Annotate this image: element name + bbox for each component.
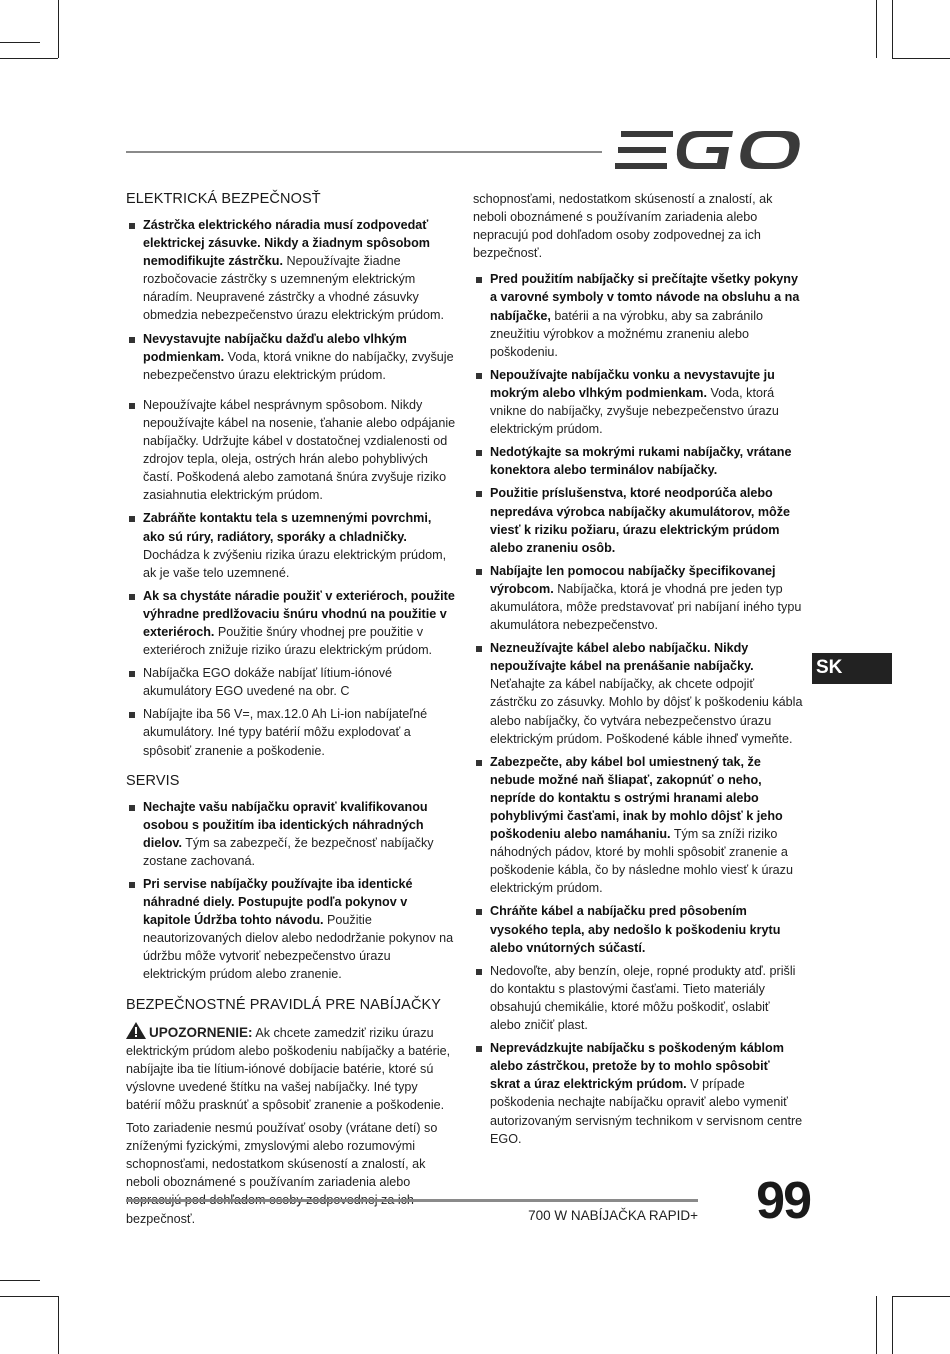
list-item (126, 587, 456, 659)
bold-lead: Nedotýkajte sa mokrými rukami nabíjačky, vrátane konektora alebo terminálov nabíjačky. (490, 445, 792, 478)
left-column (126, 190, 456, 1226)
ego-logo (615, 126, 800, 174)
note-paragraph (126, 1119, 456, 1226)
crop-mark (0, 1296, 58, 1297)
list-item (126, 875, 456, 984)
electrical-safety-list (126, 216, 456, 760)
bold-lead: Zástrčka elektrického náradia musí zodpovedať elektrickej zásuvke. Nikdy a žiadnym spôsobom nemodifikujte zástrčku. (143, 218, 430, 269)
language-tab (812, 653, 892, 684)
item-text: Použitie šnúry vhodnej pre použitie v exteriéroch znižuje riziko úrazu elektrickým prúdom. (143, 624, 433, 658)
warning-text: Ak chcete zamedziť riziku úrazu elektrickým prúdom alebo poškodeniu nabíjačky a batérie, nabíjajte iba tie lítium-iónové dobíjacie batérie, ktoré sú výslovne uvedené štítku na vašej nabíjačky. Iné typy batérií môžu prasknúť a spôsobiť zranenie a poškodenie. (126, 1025, 451, 1112)
list-item (126, 664, 456, 700)
bold-lead: Použitie príslušenstva, ktoré neodporúča alebo nepredáva výrobca nabíjačky akumulátorov, môže viesť k riziku požiaru, úrazu elektrickým prúdom alebo zraneniu osôb. (490, 486, 791, 555)
warning-label: UPOZORNENIE: (149, 1024, 253, 1040)
crop-mark (892, 0, 893, 58)
header-rule (126, 151, 602, 153)
section-heading-service: SERVIS (126, 772, 180, 789)
bold-lead: Ak sa chystáte náradie použiť v exteriéroch, použite výhradne predlžovaciu šnúru vhodnú na použitie v exteriéroch. (143, 588, 455, 639)
right-column (473, 190, 803, 1153)
warning-triangle-icon (126, 1022, 146, 1039)
item-text: Nabíjačka EGO dokáže nabíjať lítium-iónové akumulátory EGO uvedené na obr. C (143, 666, 393, 699)
crop-mark (0, 1280, 40, 1281)
item-text: Použitie neautorizovaných dielov alebo nedodržanie pokynov na údržbu môže vytvoriť nebezpečenstvo úrazu elektrickým prúdom alebo zranenie. (143, 913, 454, 982)
bold-lead: Nabíjajte len pomocou nabíjačky špecifikovanej výrobcom. (490, 563, 776, 596)
section-heading-electrical-safety: ELEKTRICKÁ BEZPEČNOSŤ (126, 191, 321, 207)
footer-rule (126, 1199, 698, 1202)
list-item (473, 562, 803, 634)
language-tab-label: SK (816, 657, 843, 678)
item-text: Tým sa zníži riziko náhodných pádov, ktoré by mohli spôsobiť zranenie a poškodenie kábla, čo by následne mohlo viesť k úrazu elektrickým prúdom. (490, 827, 793, 896)
bold-lead: Zabezpečte, aby kábel bol umiestnený tak, že nebude možné naň šliapať, zakopnúť o neho, nepríde do kontaktu s ostrými hranami alebo pohyblivými časťami, inak by mohlo dôjsť k jeho poškodeniu alebo namáhaniu. (490, 754, 783, 842)
list-item (473, 902, 803, 956)
crop-mark (892, 58, 950, 59)
bold-lead: Nepoužívajte nabíjačku vonku a nevystavujte ju mokrým alebo vlhkým podmienkam. (490, 367, 775, 400)
crop-mark (876, 1296, 877, 1354)
bold-lead: Chráňte kábel a nabíjačku pred pôsobením vysokého tepla, aby nedošlo k poškodeniu krytu alebo vnútorných súčastí. (490, 904, 781, 955)
item-text: Tým sa zabezpečí, že bezpečnosť nabíjačky zostane zachovaná. (143, 835, 434, 868)
bold-lead: Nechajte vašu nabíjačku opraviť kvalifikovanou osobou s použitím iba identických náhradných dielov. (143, 799, 428, 850)
continuation-text: schopnosťami, nedostatkom skúseností a znalostí, ak neboli oboznámené s používaním zariadenia alebo nepracujú pod dohľadom osoby zodpovednej za ich bezpečnosť. (473, 192, 773, 261)
item-text: Voda, ktorá vnikne do nabíjačky, zvyšuje nebezpečenstvo úrazu elektrickým prúdom. (143, 349, 454, 382)
list-item (126, 798, 456, 870)
item-text: Nabíjačka, ktorá je vhodná pre jeden typ akumulátora, môže predstavovať pri nabíjaní iného typu akumulátora nebezpečenstvo. (490, 581, 802, 633)
list-item (473, 753, 803, 898)
continuation-paragraph (473, 190, 803, 262)
section-heading-charger-rules: BEZPEČNOSTNÉ PRAVIDLÁ PRE NABÍJAČKY (126, 996, 442, 1013)
item-text: V prípade poškodenia nechajte nabíjačku opraviť alebo vymeniť autorizovaným servisným technikom v servisnom centre EGO. (490, 1077, 803, 1146)
bold-lead: Neprevádzkujte nabíjačku s poškodeným káblom alebo zástrčkou, pretože by to mohlo spôsobiť skrat a úraz elektrickým prúdom. (490, 1041, 784, 1092)
bold-lead: Nezneužívajte kábel alebo nabíjačku. Nikdy nepoužívajte kábel na prenášanie nabíjačky. (490, 641, 754, 674)
list-item (473, 443, 803, 479)
item-text: Voda, ktorá vnikne do nabíjačky, zvyšuje nebezpečenstvo úrazu elektrickým prúdom. (490, 385, 779, 437)
crop-mark (892, 1296, 950, 1297)
list-item (126, 330, 456, 384)
charger-rules-list (473, 270, 803, 1147)
warning-paragraph (126, 1022, 456, 1114)
list-item (473, 270, 803, 360)
list-item (126, 216, 456, 325)
crop-mark (58, 0, 59, 58)
item-text: Dochádza k zvýšeniu rizika úrazu elektrickým prúdom, ak je vaše telo uzemnené. (143, 547, 447, 580)
item-text: batérii a na výrobku, aby sa zabránilo zneužitiu výrobkov a možnému zraneniu alebo poškodeniu. (490, 308, 764, 359)
list-item (126, 705, 456, 759)
service-list (126, 798, 456, 984)
item-text: Nabíjajte iba 56 V=, max.12.0 Ah Li-ion nabíjateľné akumulátory. Iné typy batérií môžu explodovať a spôsobiť zranenie a poškodenie. (143, 707, 428, 758)
item-text: Nedovoľte, aby benzín, oleje, ropné produkty atď. prišli do kontaktu s plastovými časťami. Tieto materiály obsahujú chemikálie, ktoré môžu poškodiť, oslabiť alebo zničiť plast. (490, 963, 796, 1033)
list-item (473, 962, 803, 1034)
bold-lead: Zabráňte kontaktu tela s uzemnenými povrchmi, ako sú rúry, radiátory, sporáky a chladničky. (143, 511, 432, 544)
item-text: Nepoužívajte kábel nesprávnym spôsobom. Nikdy nepoužívajte kábel na nosenie, ťahanie alebo odpájanie nabíjačky. Udržujte kábel v dostatočnej vzdialenosti od zdrojov tepla, oleja, ostrých hrán alebo pohyblivých častí. Poškodená alebo zamotaná šnúra zvyšuje riziko zasiahnutia elektrickým prúdom. (143, 397, 456, 503)
page-number: 99 (756, 1172, 810, 1230)
list-item (126, 509, 456, 581)
crop-mark (0, 42, 40, 43)
crop-mark (876, 0, 877, 58)
list-item (473, 366, 803, 438)
bold-lead: Nevystavujte nabíjačku dažďu alebo vlhkým podmienkam. (143, 331, 407, 364)
crop-mark (0, 58, 58, 59)
list-item (126, 396, 456, 505)
crop-mark (58, 1296, 59, 1354)
bold-lead: Pred použitím nabíjačky si prečítajte všetky pokyny a varovné symboly v tomto návode na obsluhu a na nabíjačke, (490, 272, 800, 323)
item-text: Neťahajte za kábel nabíjačky, ak chcete odpojiť zástrčku zo zásuvky. Mohlo by dôjsť k poškodeniu kábla alebo nabíjačky, čo vytvára nebezpečenstvo úrazu elektrickým prúdom. Poškodené káble ihneď vymeňte. (490, 677, 803, 746)
bold-lead: Pri servise nabíjačky používajte iba identické náhradné diely. Postupujte podľa pokynov v kapitole Údržba tohto návodu. (143, 877, 413, 928)
item-text: Nepoužívajte žiadne rozbočovacie zástrčky s uzemneným elektrickým náradím. Neupravené zástrčky a vhodné zásuvky obmedzia nebezpečenstvo úrazu elektrickým prúdom. (143, 254, 445, 323)
list-item (473, 484, 803, 556)
list-item (473, 1039, 803, 1148)
crop-mark (892, 1296, 893, 1354)
footer-title: 700 W NABÍJAČKA RAPID+ (528, 1208, 698, 1223)
list-item (473, 639, 803, 748)
note-text: Toto zariadenie nesmú používať osoby (vrátane detí) so zníženými fyzickými, zmyslovými alebo rozumovými schopnosťami, nedostatkom skúseností a znalostí, ak neboli oboznámené s používaním zariadenia alebo bezpečnosť. (126, 1121, 438, 1226)
